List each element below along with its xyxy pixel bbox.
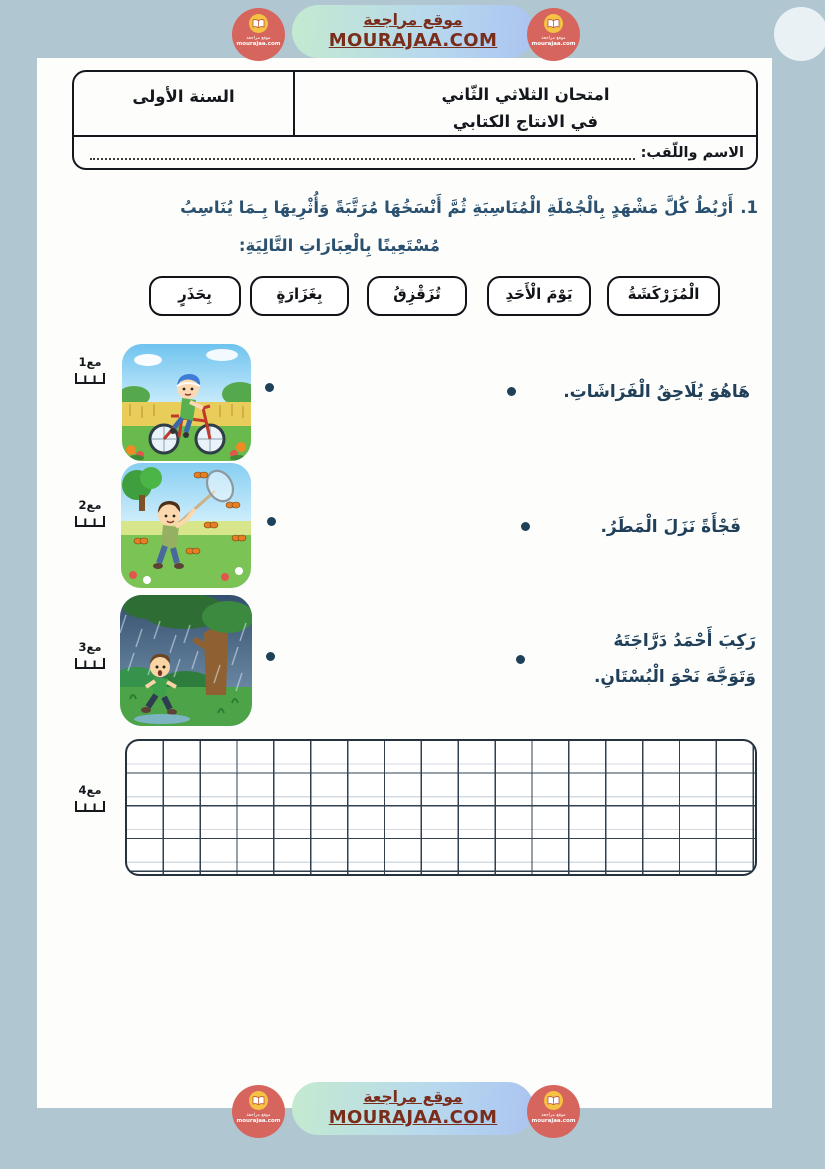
site-domain: MOURAJAA.COM xyxy=(328,29,498,51)
badge-site-name: موقع مراجعة xyxy=(246,36,271,41)
badge-site-name: موقع مراجعة xyxy=(541,1113,566,1118)
site-name-arabic: موقع مراجعة xyxy=(363,10,463,29)
word-bank-item-almuzarkasha: الْمُزَرْكَشَةُ xyxy=(607,276,720,316)
sentence-1-text: هَاهُوَ يُلَاحِقُ الْفَرَاشَاتِ. xyxy=(563,382,750,402)
match-point-sentence-2[interactable] xyxy=(521,522,530,531)
exam-header-top-row xyxy=(74,72,756,135)
brand-badge-right xyxy=(527,8,580,61)
class-level-label: السنة الأولى xyxy=(132,87,235,106)
badge-domain: mourajaa.com xyxy=(236,41,281,48)
word-bank-item-bighazara: بِغَزَارَةٍ xyxy=(250,276,349,316)
book-icon xyxy=(249,14,268,33)
sentence-2 xyxy=(600,509,741,545)
match-point-sentence-1[interactable] xyxy=(507,387,516,396)
name-row xyxy=(74,135,756,168)
criterion-marker-4 xyxy=(68,783,112,813)
brand-badge-footer-right xyxy=(527,1085,580,1138)
score-boxes-icon xyxy=(74,514,106,528)
exam-title-cell xyxy=(293,72,756,135)
match-point-sentence-3[interactable] xyxy=(516,655,525,664)
match-point-image-3[interactable] xyxy=(266,652,275,661)
badge-site-name: موقع مراجعة xyxy=(246,1113,271,1118)
word-bank-item-yawm-alahad: يَوْمَ الْأَحَدِ xyxy=(487,276,591,316)
class-level-cell xyxy=(74,72,293,135)
question-text-line2: مُسْتَعِينًا بِالْعِبَارَاتِ التَّالِيَةِ: xyxy=(238,236,440,255)
book-icon xyxy=(544,14,563,33)
question-1 xyxy=(95,189,758,265)
criterion-marker-1 xyxy=(68,355,112,385)
badge-domain: mourajaa.com xyxy=(531,1118,576,1125)
brand-badge-left xyxy=(232,8,285,61)
name-label: الاسم واللّقب: xyxy=(640,144,744,161)
book-icon xyxy=(249,1091,268,1110)
badge-domain: mourajaa.com xyxy=(531,41,576,48)
decorative-circle xyxy=(774,7,825,61)
exam-title-line2: في الانتاج الكتابي xyxy=(452,112,599,132)
exam-title-line1: امتحان الثلاثي الثّاني xyxy=(441,85,610,104)
word-bank-item-tuzaqziq: تُزَقْزِقُ xyxy=(367,276,467,316)
word-bank-item-bihadhar: بِحَذَرٍ xyxy=(149,276,241,316)
rain-scene-illustration xyxy=(120,595,252,726)
criterion-label: مع3 xyxy=(78,640,102,654)
badge-domain: mourajaa.com xyxy=(236,1118,281,1125)
writing-answer-grid[interactable] xyxy=(125,739,757,876)
score-boxes-icon xyxy=(74,656,106,670)
question-text-line1: أَرْبُطُ كُلَّ مَشْهَدٍ بِالْجُمْلَةِ الْمُنَاسِبَةِ ثُمَّ أَنْسَخُهَا مُرَتَّبَةً وَأُثْرِيهَا بِـمَا يُنَاسِبُ xyxy=(180,198,734,217)
site-domain: MOURAJAA.COM xyxy=(328,1106,498,1128)
criterion-label: مع4 xyxy=(78,783,102,797)
site-name-arabic: موقع مراجعة xyxy=(363,1087,463,1106)
scene-image-bicycle xyxy=(122,344,251,461)
sentence-1 xyxy=(563,374,750,410)
score-boxes-icon xyxy=(74,371,106,385)
bicycle-scene-illustration xyxy=(122,344,251,461)
criterion-marker-3 xyxy=(68,640,112,670)
sentence-3 xyxy=(594,623,756,695)
book-icon xyxy=(544,1091,563,1110)
scene-image-butterflies xyxy=(121,463,251,588)
sentence-3-line2: وَتَوَجَّهَ نَحْوَ الْبُسْتَانِ. xyxy=(593,667,756,687)
header-brand-pill xyxy=(292,5,534,58)
score-boxes-icon xyxy=(74,799,106,813)
sentence-2-text: فَجْأَةً نَزَلَ الْمَطَرُ. xyxy=(600,517,741,537)
sentence-3-line1: رَكِبَ أَحْمَدُ دَرَّاجَتَهُ xyxy=(613,631,756,651)
scene-image-rain xyxy=(120,595,252,726)
criterion-label: مع2 xyxy=(78,498,102,512)
butterfly-scene-illustration xyxy=(121,463,251,588)
criterion-marker-2 xyxy=(68,498,112,528)
question-number: 1. xyxy=(740,198,758,217)
exam-header-table xyxy=(72,70,758,170)
name-input-line[interactable] xyxy=(90,146,635,160)
match-point-image-1[interactable] xyxy=(265,383,274,392)
footer-brand-pill xyxy=(292,1082,534,1135)
brand-badge-footer-left xyxy=(232,1085,285,1138)
badge-site-name: موقع مراجعة xyxy=(541,36,566,41)
question-line1 xyxy=(95,189,758,227)
match-point-image-2[interactable] xyxy=(267,517,276,526)
criterion-label: مع1 xyxy=(78,355,102,369)
